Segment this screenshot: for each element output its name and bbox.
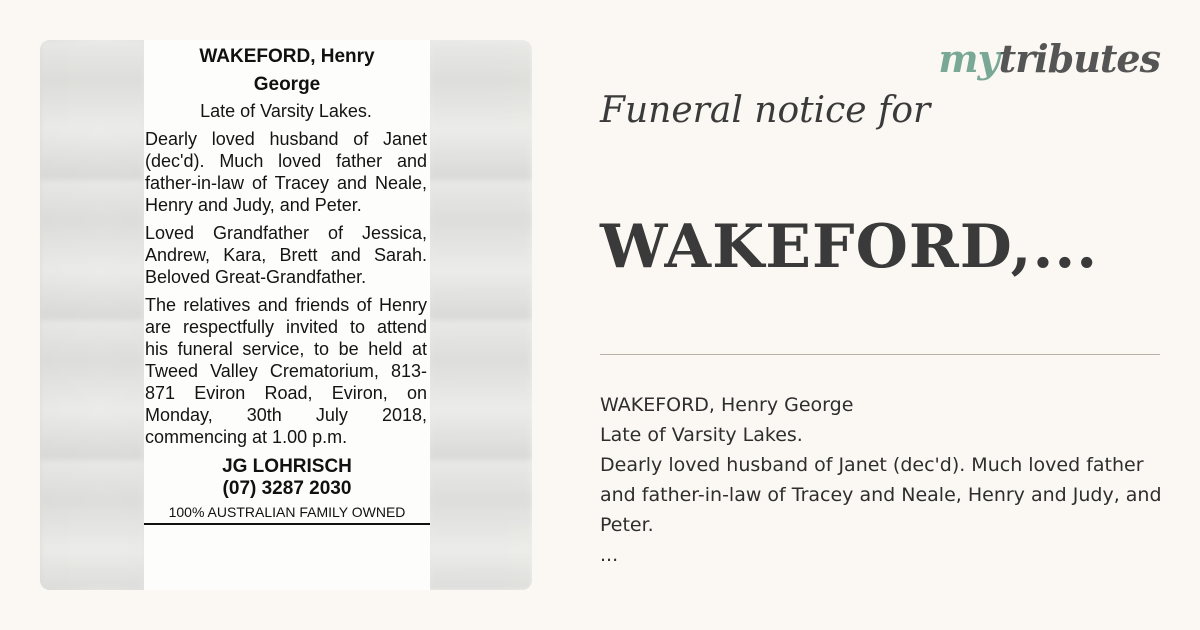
summary-line-family: Dearly loved husband of Janet (dec'd). Much loved father and father-in-law of Tracey and Neale, Henry and Judy, and Peter. — [600, 454, 1162, 536]
summary-line-late-of: Late of Varsity Lakes. — [600, 424, 803, 446]
notice-title-line2: George — [253, 74, 321, 95]
notice-summary — [600, 390, 1180, 570]
notice-blur-left — [40, 40, 144, 590]
notice-image — [40, 40, 532, 590]
notice-late-of: Late of Varsity Lakes. — [200, 101, 372, 121]
notice-paper — [144, 40, 430, 590]
funeral-director-name: JG LOHRISCH — [222, 456, 352, 477]
summary-ellipsis: ... — [600, 544, 619, 566]
page-heading: Funeral notice for — [600, 90, 931, 131]
logo-my: my — [938, 36, 999, 81]
mytributes-logo[interactable] — [938, 36, 1160, 81]
deceased-name: WAKEFORD,... — [600, 212, 1099, 282]
logo-tributes: tributes — [998, 36, 1160, 81]
summary-line-name: WAKEFORD, Henry George — [600, 394, 854, 416]
funeral-director-tagline: 100% AUSTRALIAN FAMILY OWNED — [144, 504, 430, 525]
divider — [600, 354, 1160, 355]
notice-paragraph-family: Dearly loved husband of Janet (dec'd). Much loved father and father-in-law of Tracey and Neale, Henry and Judy, and Peter. — [145, 129, 427, 215]
notice-paragraph-service: The relatives and friends of Henry are respectfully invited to attend his funeral service, to be held at Tweed Valley Crematorium, 813-871 Eviron Road, Eviron, on Monday, 30th July 2018, commencing at 1.00 p.m. — [145, 295, 427, 447]
notice-blur-right — [428, 40, 532, 590]
notice-title-line1: WAKEFORD, Henry — [199, 46, 375, 67]
funeral-director-phone: (07) 3287 2030 — [222, 478, 352, 499]
notice-paragraph-grandchildren: Loved Grandfather of Jessica, Andrew, Kara, Brett and Sarah. Beloved Great-Grandfather. — [145, 223, 427, 287]
